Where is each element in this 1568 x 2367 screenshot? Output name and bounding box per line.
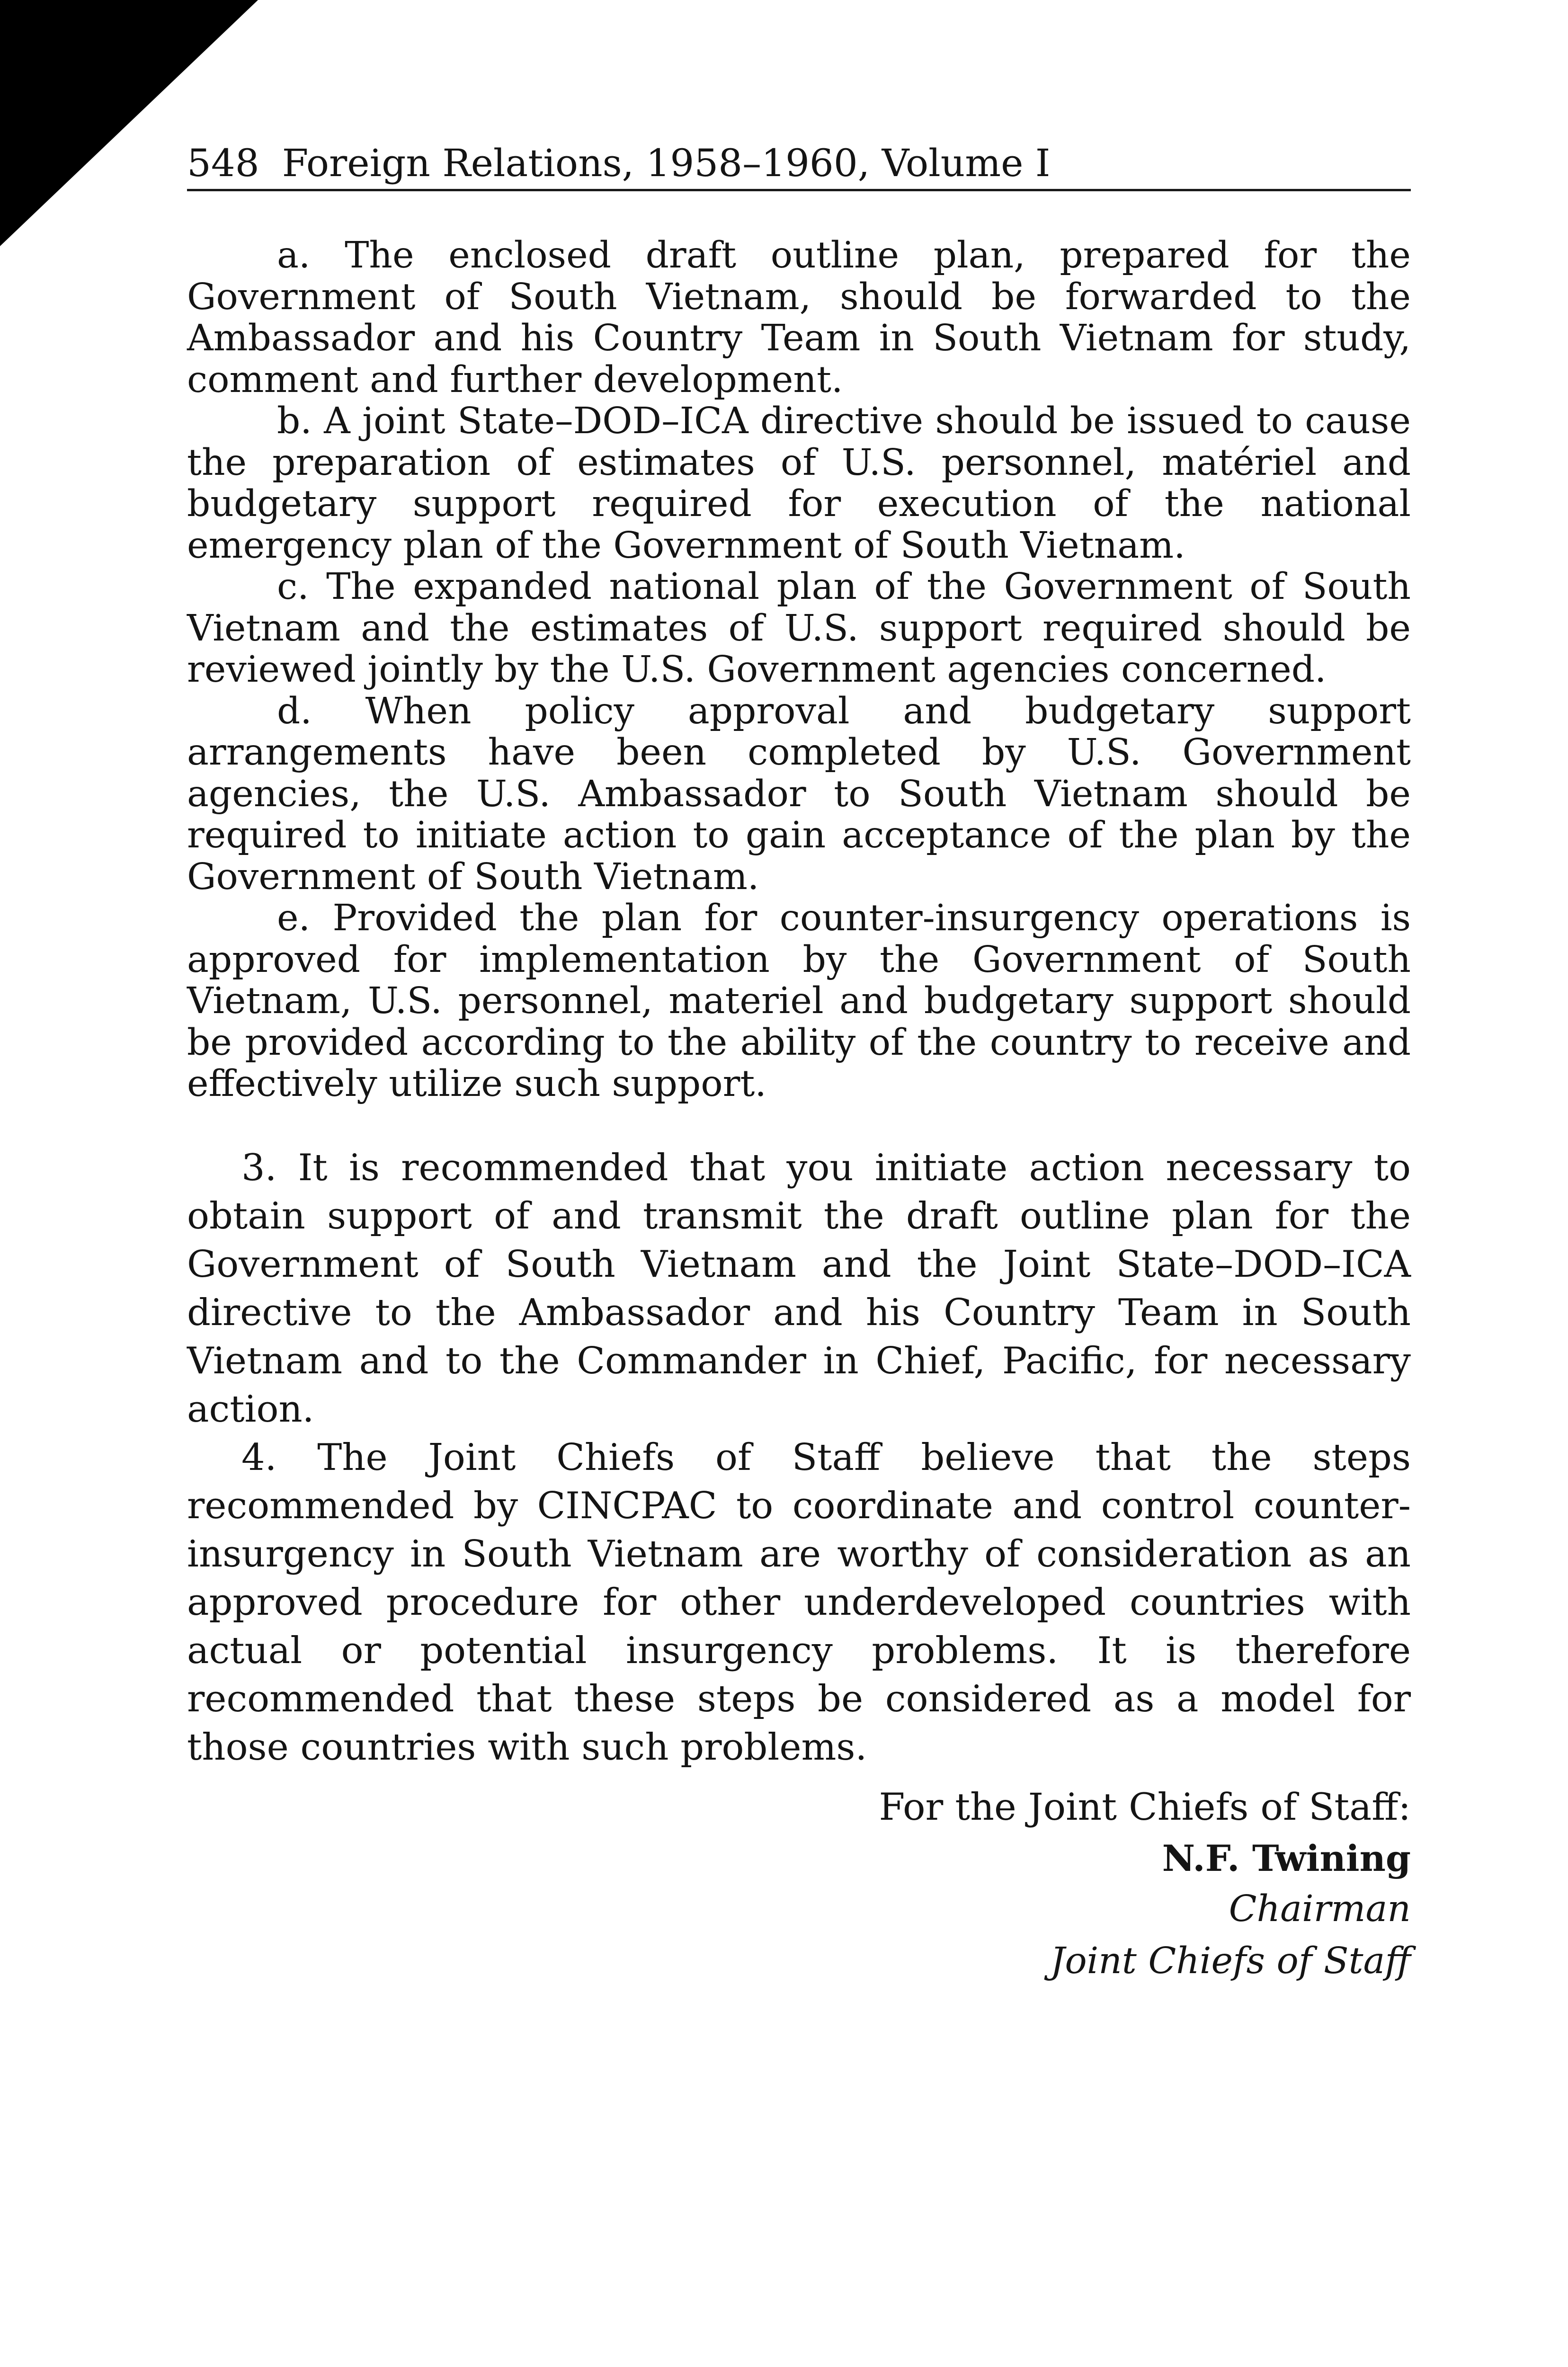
running-title: Foreign Relations, 1958–1960, Volume I [282, 141, 1051, 185]
signature-block [187, 1780, 1411, 1987]
paragraph-b: b. A joint State–DOD–ICA directive should be issued to cause the preparation of estimates of U.S. personnel, matériel and budgetary support required for execution of the national emergency plan of the Government of South Vietnam. [187, 400, 1411, 567]
paragraph-a: a. The enclosed draft outline plan, prepared for the Government of South Vietnam, should be forwarded to the Ambassador and his Country Team in South Vietnam for study, comment and further development. [187, 234, 1411, 401]
paragraph-c: c. The expanded national plan of the Government of South Vietnam and the estimates of U.S. support required should be reviewed jointly by the U.S. Government agencies concerned. [187, 566, 1411, 691]
signer-name: N.F. Twining [1162, 1837, 1411, 1879]
paragraph-4: 4. The Joint Chiefs of Staff believe that the steps recommended by CINCPAC to coordinate and control counter-insurgency in South Vietnam are worthy of consideration as an approved procedure for other underdeveloped countries with actual or potential insurgency problems. It is therefore recommended that these steps be considered as a model for those countries with such problems. [187, 1436, 1411, 1769]
page-number: 548 [187, 141, 259, 185]
running-header [187, 141, 1411, 191]
signer-title: Chairman [1229, 1887, 1411, 1930]
signer-organization: Joint Chiefs of Staff [1050, 1940, 1411, 1982]
paragraph-3: 3. It is recommended that you initiate action necessary to obtain support of and transmit the draft outline plan for the Government of South Vietnam and the Joint State–DOD–ICA directive to the Ambassador and his Country Team in South Vietnam and to the Commander in Chief, Pacific, for necessary action. [187, 1146, 1411, 1431]
signature-for-line: For the Joint Chiefs of Staff: [879, 1785, 1411, 1829]
paragraph-e: e. Provided the plan for counter-insurgency operations is approved for implementation by the Government of South Vietnam, U.S. personnel, materiel and budgetary support should be provided according to the ability of the country to receive and effectively utilize such support. [187, 897, 1411, 1105]
paragraph-d: d. When policy approval and budgetary support arrangements have been completed by U.S. Government agencies, the U.S. Ambassador to South Vietnam should be required to initiate action to gain acceptance of the plan by the Government of South Vietnam. [187, 690, 1411, 898]
document-body [187, 235, 1411, 1987]
document-page [187, 141, 1411, 1987]
